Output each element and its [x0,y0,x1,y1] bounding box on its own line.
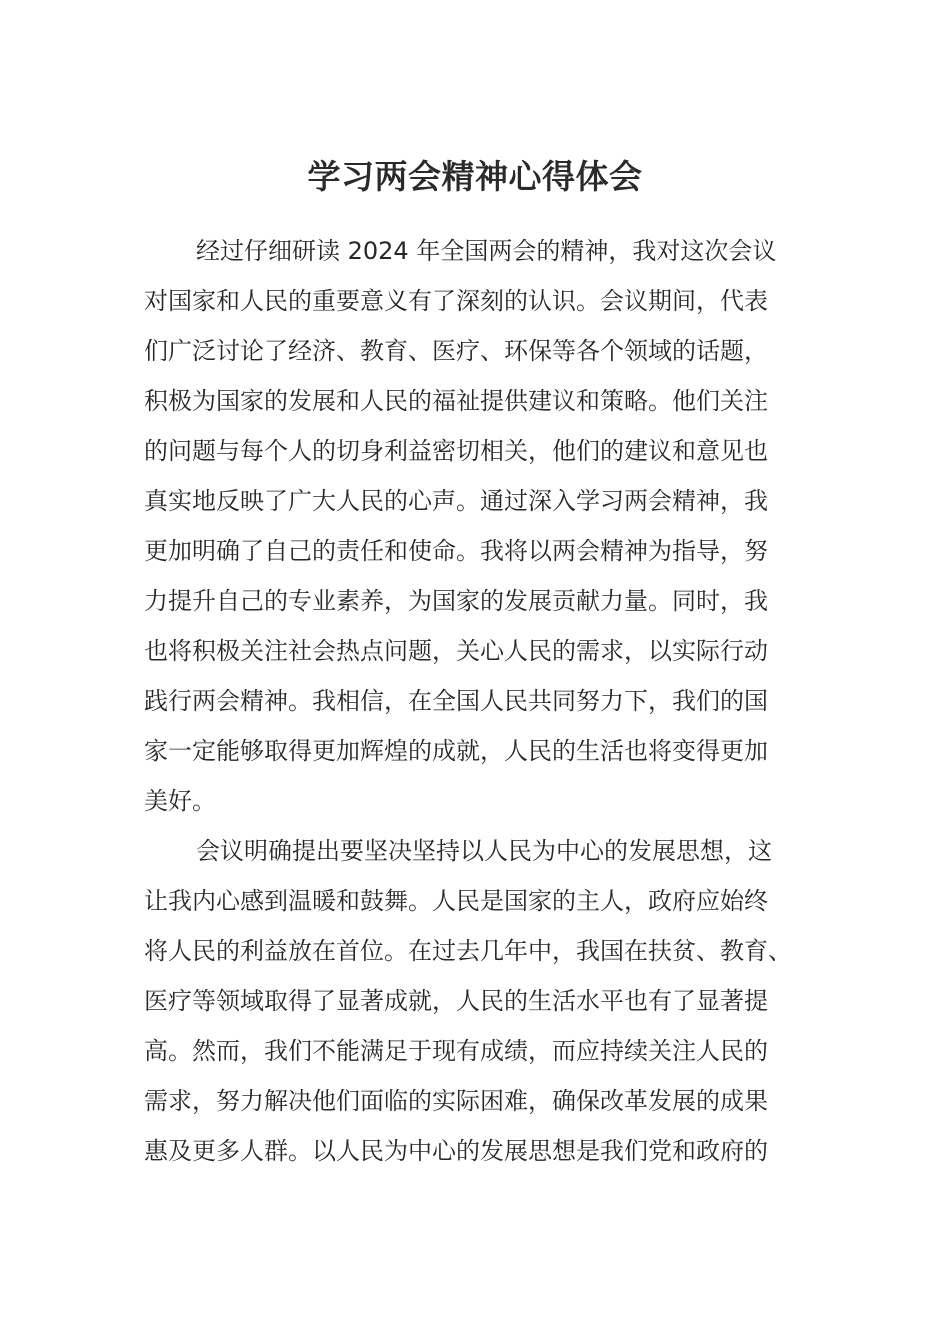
paragraph-1-line-8: 力提升自己的专业素养，为国家的发展贡献力量。同时，我 [144,587,768,615]
paragraph-1-line-7: 更加明确了自己的责任和使命。我将以两会精神为指导，努 [144,537,768,565]
paragraph-1-line-11: 家一定能够取得更加辉煌的成就，人民的生活也将变得更加 [144,737,768,765]
document-body [144,226,806,1176]
paragraph-2-line-3: 将人民的利益放在首位。在过去几年中，我国在扶贫、教育、 [144,937,792,965]
paragraph-2-line-2: 让我内心感到温暖和鼓舞。人民是国家的主人，政府应始终 [144,887,768,915]
paragraph-1-line-1: 经过仔细研读 2024 年全国两会的精神，我对这次会议 [196,237,777,265]
paragraph-1-line-5: 的问题与每个人的切身利益密切相关，他们的建议和意见也 [144,437,768,465]
paragraph-1-line-12: 美好。 [144,787,216,815]
document-title: 学习两会精神心得体会 [307,157,643,196]
paragraph-1-line-10: 践行两会精神。我相信，在全国人民共同努力下，我们的国 [144,687,768,715]
paragraph-1-line-9: 也将积极关注社会热点问题，关心人民的需求，以实际行动 [144,637,768,665]
paragraph-2-line-5: 高。然而，我们不能满足于现有成绩，而应持续关注人民的 [144,1037,768,1065]
paragraph-2-line-1: 会议明确提出要坚决坚持以人民为中心的发展思想，这 [196,837,772,865]
paragraph-1-line-4: 积极为国家的发展和人民的福祉提供建议和策略。他们关注 [144,387,768,415]
paragraph-1-line-6: 真实地反映了广大人民的心声。通过深入学习两会精神，我 [144,487,768,515]
paragraph-2-line-7: 惠及更多人群。以人民为中心的发展思想是我们党和政府的 [144,1137,768,1165]
paragraph-2-line-4: 医疗等领域取得了显著成就，人民的生活水平也有了显著提 [144,987,768,1015]
paragraph-2-line-6: 需求，努力解决他们面临的实际困难，确保改革发展的成果 [144,1087,768,1115]
paragraph-1-line-2: 对国家和人民的重要意义有了深刻的认识。会议期间，代表 [144,287,768,315]
paragraph-1-line-3: 们广泛讨论了经济、教育、医疗、环保等各个领域的话题， [144,337,768,365]
